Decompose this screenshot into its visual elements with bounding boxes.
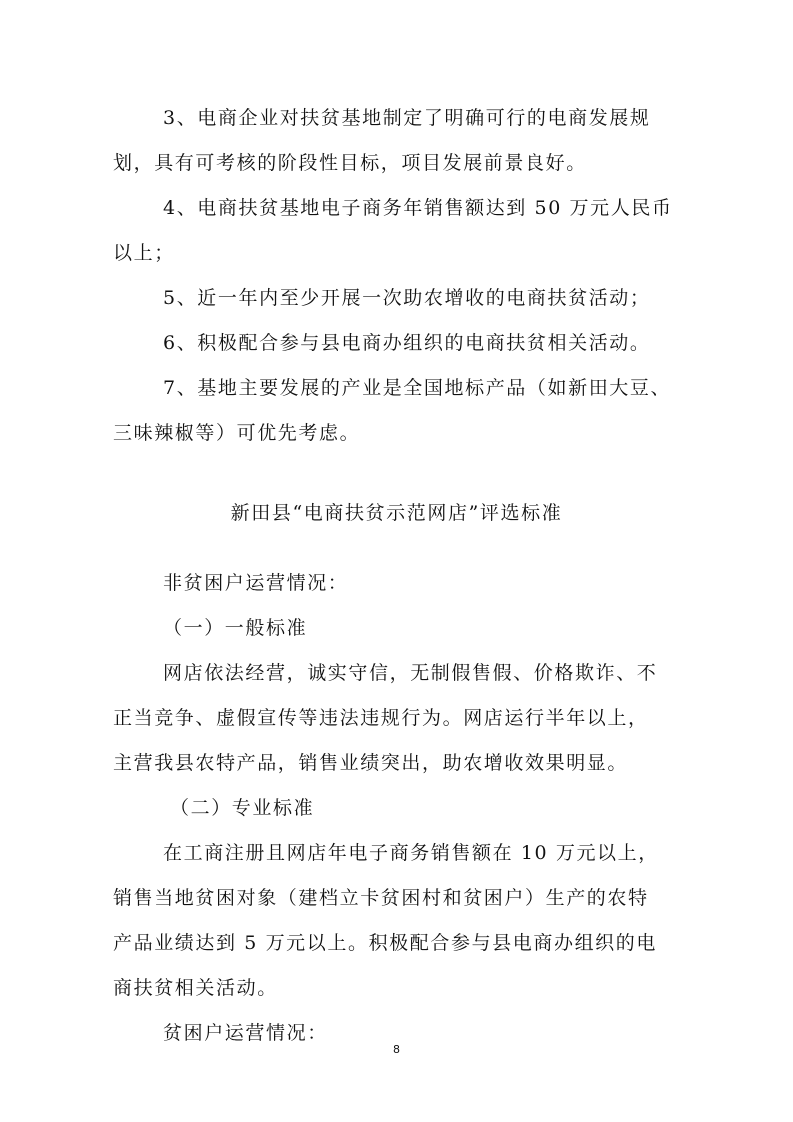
paragraph-line: 主营我县农特产品，销售业绩突出，助农增收效果明显。 bbox=[113, 752, 629, 774]
paragraph-line: 在工商注册且网店年电子商务销售额在 10 万元以上， bbox=[163, 842, 659, 864]
paragraph-line: 网店依法经营，诚实守信，无制假售假、价格欺诈、不 bbox=[163, 662, 658, 684]
section-title: 新田县“电商扶贫示范网店”评选标准 bbox=[230, 502, 563, 524]
paragraph-line: 三味辣椒等）可优先考虑。 bbox=[113, 422, 361, 444]
paragraph-line: 6、积极配合参与县电商办组织的电商扶贫相关活动。 bbox=[163, 332, 651, 354]
paragraph-line: 销售当地贫困对象（建档立卡贫困村和贫困户）生产的农特 bbox=[113, 887, 649, 909]
paragraph-line: 4、电商扶贫基地电子商务年销售额达到 50 万元人民币 bbox=[163, 197, 673, 219]
paragraph-line: 3、电商企业对扶贫基地制定了明确可行的电商发展规 bbox=[163, 107, 651, 129]
paragraph-line: 产品业绩达到 5 万元以上。积极配合参与县电商办组织的电 bbox=[113, 932, 657, 954]
paragraph-line: 贫困户运营情况： bbox=[163, 1022, 328, 1044]
paragraph-line: （二）专业标准 bbox=[170, 797, 315, 819]
paragraph-line: 5、近一年内至少开展一次助农增收的电商扶贫活动； bbox=[163, 287, 651, 309]
paragraph-line: 划，具有可考核的阶段性目标，项目发展前景良好。 bbox=[113, 152, 587, 174]
paragraph-line: （一）一般标准 bbox=[163, 617, 308, 639]
paragraph-line: 正当竞争、虚假宣传等违法违规行为。网店运行半年以上， bbox=[113, 707, 649, 729]
paragraph-line: 非贫困户运营情况： bbox=[163, 572, 349, 594]
paragraph-line: 以上； bbox=[113, 242, 175, 264]
paragraph-line: 商扶贫相关活动。 bbox=[113, 977, 278, 999]
paragraph-line: 7、基地主要发展的产业是全国地标产品（如新田大豆、 bbox=[163, 377, 672, 399]
page-number: 8 bbox=[393, 1043, 400, 1056]
